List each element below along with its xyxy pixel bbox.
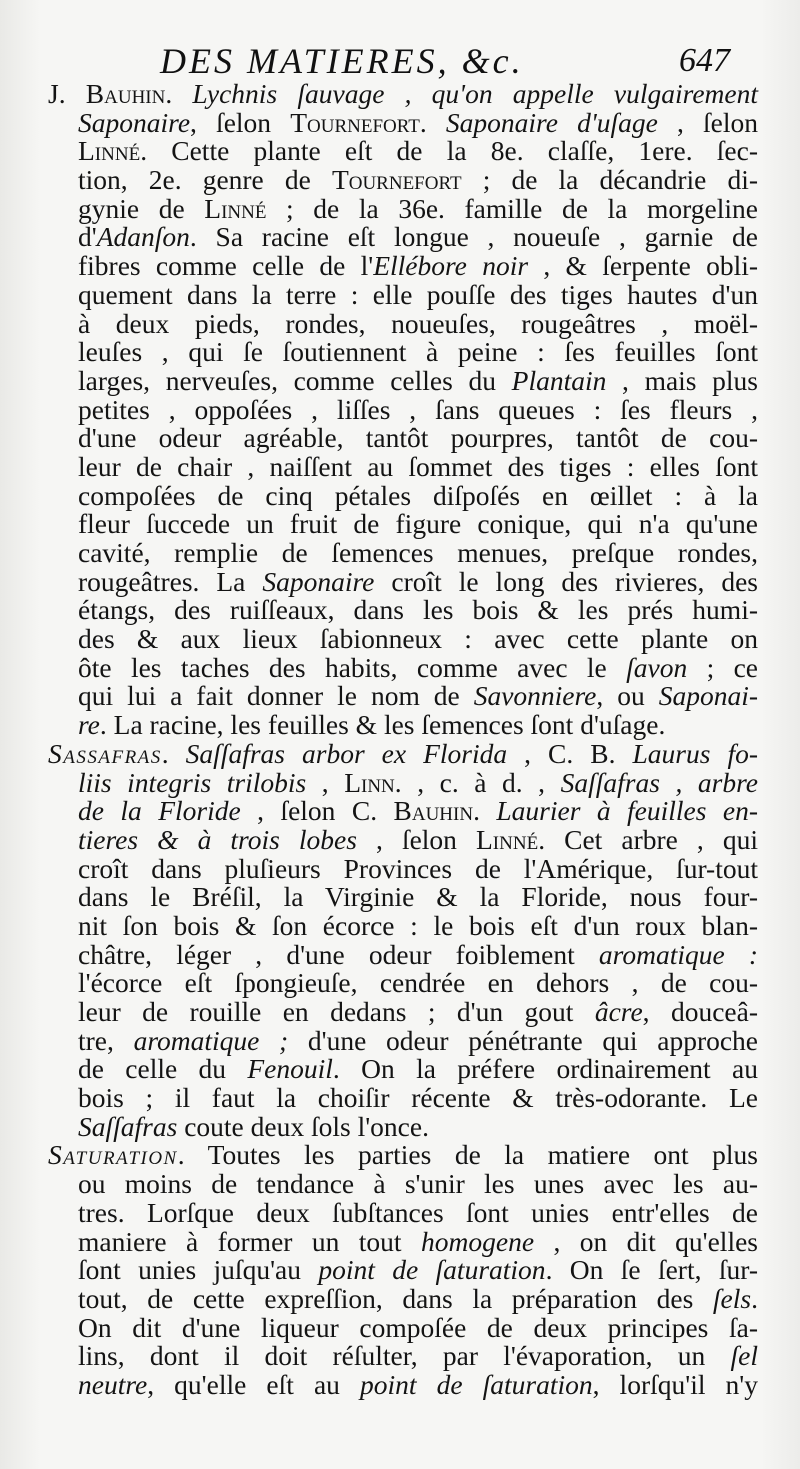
text-run: . La racine, les feuilles & les ſemences ſont d'uſage. <box>99 709 666 741</box>
text-run: d' <box>78 221 97 253</box>
text-run: rougeâtres. La <box>78 565 263 597</box>
text-run: à deux pieds, rondes, noueuſes, rougeâtres , moël- <box>78 307 758 339</box>
text-line <box>48 450 758 482</box>
text-line <box>48 393 758 425</box>
text-line <box>48 166 758 195</box>
text-run: tres. Lorſque deux ſubſtances ſont unies entr'elles de <box>78 1196 758 1228</box>
text-line <box>48 938 759 970</box>
text-line <box>48 766 758 798</box>
text-run: . <box>419 106 446 138</box>
text-line <box>48 1342 758 1371</box>
text-line <box>48 651 758 683</box>
text-run: coute deux ſols l'once. <box>177 1110 429 1142</box>
entry-headword: Sassafras <box>48 737 162 769</box>
text-line <box>48 278 758 310</box>
text-line <box>48 596 758 625</box>
text-run: leuſes , qui ſe ſoutiennent à peine : ſes feuilles ſont <box>78 336 758 368</box>
text-run: neutre <box>78 1368 148 1400</box>
text-run: , douceâ- <box>642 996 758 1027</box>
text-run: compoſées de cinq pétales diſpoſés en œillet : à la <box>78 479 758 511</box>
text-line <box>48 682 758 711</box>
text-run: tre, <box>78 1024 134 1056</box>
text-line <box>48 424 758 453</box>
text-run: Saponaire <box>78 106 191 138</box>
text-line <box>48 1311 758 1343</box>
text-run: Saponaire <box>262 565 375 597</box>
text-run: . Toutes les parties de la matiere ont plus <box>177 1139 758 1171</box>
page-number: 647 <box>679 42 730 79</box>
text-run: qui lui a fait donner le nom de <box>78 680 474 712</box>
text-line <box>48 625 758 654</box>
text-run: fibres comme celle de l' <box>78 250 374 282</box>
text-run: de celle du <box>78 1053 248 1085</box>
text-run: homogene <box>421 1225 535 1257</box>
text-run: , ou <box>596 680 659 712</box>
text-run: , lorſqu'il n'y <box>592 1368 758 1400</box>
text-run: , ſelon <box>190 106 291 138</box>
text-run: ſels <box>712 1282 752 1314</box>
text-line <box>48 823 758 855</box>
text-line <box>48 797 758 826</box>
text-run: . On ſe ſert, ſur- <box>545 1254 758 1286</box>
text-line <box>48 883 758 912</box>
running-title: DES MATIERES, &c. <box>160 41 524 81</box>
text-line <box>48 1282 758 1314</box>
text-line <box>48 737 759 769</box>
text-run: aromatique ; <box>133 1024 289 1056</box>
text-run: fleur ſuccede un fruit de figure conique, qui n'a qu'une <box>78 508 758 540</box>
text-run: Tournefort <box>331 164 462 196</box>
entry-headword: Saturation <box>48 1139 178 1171</box>
text-run: , C. B. <box>507 737 633 769</box>
text-run: âcre <box>594 996 643 1027</box>
text-run: Linn <box>344 766 395 798</box>
text-run: . , c. à d. , <box>394 766 561 798</box>
text-run: . Cet arbre , qui <box>538 823 758 855</box>
text-run: J. <box>48 78 86 109</box>
text-line <box>48 192 758 224</box>
text-run: Saponai- <box>658 680 758 712</box>
text-run: tieres & à trois lobes <box>78 823 357 855</box>
text-run: d'une odeur agréable, tantôt pourpres, tantôt de cou- <box>78 422 758 454</box>
text-line <box>48 80 758 109</box>
text-line <box>48 1225 758 1257</box>
text-run: châtre, léger , d'une odeur foiblement <box>78 938 599 970</box>
text-line <box>48 969 758 998</box>
text-line <box>48 1141 758 1170</box>
text-run: Plantain <box>511 364 607 396</box>
text-run: croît dans pluſieurs Provinces de l'Amérique, ſur-tout <box>78 852 758 884</box>
text-run: Tournefort <box>290 106 420 138</box>
text-line <box>48 1055 758 1084</box>
text-line <box>48 252 758 281</box>
text-line <box>48 1170 758 1199</box>
text-run: Linné <box>476 823 539 855</box>
text-run: de la Floride <box>78 795 241 827</box>
text-line <box>48 307 758 339</box>
text-run: ou moins de tendance à s'unir les unes avec les au- <box>78 1168 758 1200</box>
text-line <box>48 510 758 539</box>
text-run: Adanſon <box>96 221 190 253</box>
text-run: , ſelon C. <box>240 795 394 827</box>
text-line <box>48 1084 758 1113</box>
text-run: point de ſaturation <box>359 1368 593 1400</box>
text-run: Saponaire d'uſage <box>445 106 658 138</box>
text-run: cavité, remplie de ſemences menues, preſque rondes, <box>78 537 758 568</box>
text-run: maniere à former un tout <box>78 1225 421 1257</box>
text-line <box>48 852 758 884</box>
text-run: . Cette plante eſt de la 8e. claſſe, 1ere. ſec- <box>140 135 758 167</box>
text-run: . <box>473 795 497 827</box>
text-run: larges, nerveuſes, comme celles du <box>78 364 512 396</box>
text-run: , ſelon <box>356 823 476 855</box>
text-run: , mais plus <box>606 364 759 396</box>
text-run: Laurier à feuilles en- <box>496 795 758 827</box>
text-run: , qu'elle eſt au <box>147 1368 360 1400</box>
text-run: liis integris trilobis <box>78 766 307 798</box>
text-run: Saſſafras <box>78 1110 178 1142</box>
text-line <box>48 1196 758 1228</box>
body-text <box>48 80 758 1400</box>
text-run: Laurus fo- <box>632 737 759 769</box>
text-line <box>48 711 758 740</box>
text-run: ; de la 36e. famille de la morgeline <box>266 192 758 224</box>
text-run: Saſſafras arbor ex Florida <box>185 737 508 769</box>
text-line <box>48 539 758 568</box>
text-run: tout, de cette expreſſion, dans la préparation des <box>78 1282 713 1314</box>
text-run: Saſſafras , arbre <box>560 766 758 798</box>
text-run: On dit d'une liqueur compoſée de deux principes ſa- <box>78 1311 758 1343</box>
text-run: quement dans la terre : elle pouſſe des tiges hautes d'un <box>78 278 758 310</box>
text-run: dans le Bréſil, la Virginie & la Floride, nous four- <box>78 881 758 913</box>
text-run: lins, dont il doit réſulter, par l'évaporation, un <box>78 1340 731 1372</box>
text-run: ſavon <box>626 651 688 683</box>
text-run: leur de chair , naiſſent au ſommet des tiges : elles ſont <box>78 450 758 482</box>
text-line <box>48 106 758 138</box>
text-line <box>48 909 758 941</box>
text-run: ſont unies juſqu'au <box>78 1254 319 1286</box>
text-line <box>48 479 758 511</box>
text-line <box>48 1110 758 1142</box>
text-line <box>48 137 758 166</box>
text-run: des & aux lieux ſabionneux : avec cette plante on <box>78 623 758 655</box>
text-line <box>48 338 758 367</box>
text-line <box>48 565 759 597</box>
text-run: re <box>78 709 100 741</box>
text-run: , <box>306 766 345 798</box>
text-run: Bauhin <box>85 78 166 109</box>
text-run: bois ; il faut la choiſir récente & très-odorante. Le <box>78 1082 758 1114</box>
text-run: leur de rouille en dedans ; d'un gout <box>78 996 595 1027</box>
text-run: ; ce <box>687 651 758 683</box>
text-run: ôte les taches des habits, comme avec le <box>78 651 627 683</box>
text-run: Linné <box>78 135 141 167</box>
text-run: . <box>751 1282 758 1314</box>
text-run: . <box>165 78 193 109</box>
text-line <box>48 1368 758 1400</box>
text-run: ; de la décandrie di- <box>461 164 758 196</box>
text-run: Bauhin <box>393 795 474 827</box>
text-run: . Sa racine eſt longue , noueuſe , garnie de <box>189 221 758 253</box>
text-line <box>48 223 758 252</box>
text-line <box>48 1024 759 1056</box>
text-run: l'écorce eſt ſpongieuſe, cendrée en dehors , de cou- <box>78 967 758 999</box>
text-run: croît le long des rivieres, des <box>374 565 759 597</box>
text-run: Fenouil <box>247 1053 333 1085</box>
text-run: Savonniere <box>473 680 597 712</box>
text-run: aromatique : <box>598 938 759 970</box>
text-run: , ſelon <box>657 106 758 138</box>
text-run: gynie de <box>78 192 205 224</box>
text-run: Linné <box>204 192 267 224</box>
text-run: Ellébore noir <box>373 250 529 282</box>
text-run: ſel <box>730 1340 758 1372</box>
text-run: . <box>161 737 186 769</box>
text-run: étangs, des ruiſſeaux, dans les bois & les prés humi- <box>78 594 758 626</box>
text-run: nit ſon bois & ſon écorce : le bois eſt d'un roux blan- <box>78 909 758 941</box>
text-run: tion, 2e. genre de <box>78 164 332 196</box>
text-run: petites , oppoſées , liſſes , ſans queues : ſes fleurs , <box>78 393 758 425</box>
text-run: , & ſerpente obli- <box>528 250 759 282</box>
text-line <box>48 364 759 396</box>
text-run: Lychnis ſauvage , qu'on appelle vulgairement <box>192 78 758 109</box>
text-run: d'une odeur pénétrante qui approche <box>288 1024 759 1056</box>
text-line <box>48 998 758 1027</box>
text-line <box>48 1256 758 1285</box>
text-run: . On la préfere ordinairement au <box>332 1053 758 1085</box>
text-run: point de ſaturation <box>318 1254 546 1286</box>
text-run: , on dit qu'elles <box>534 1225 758 1257</box>
